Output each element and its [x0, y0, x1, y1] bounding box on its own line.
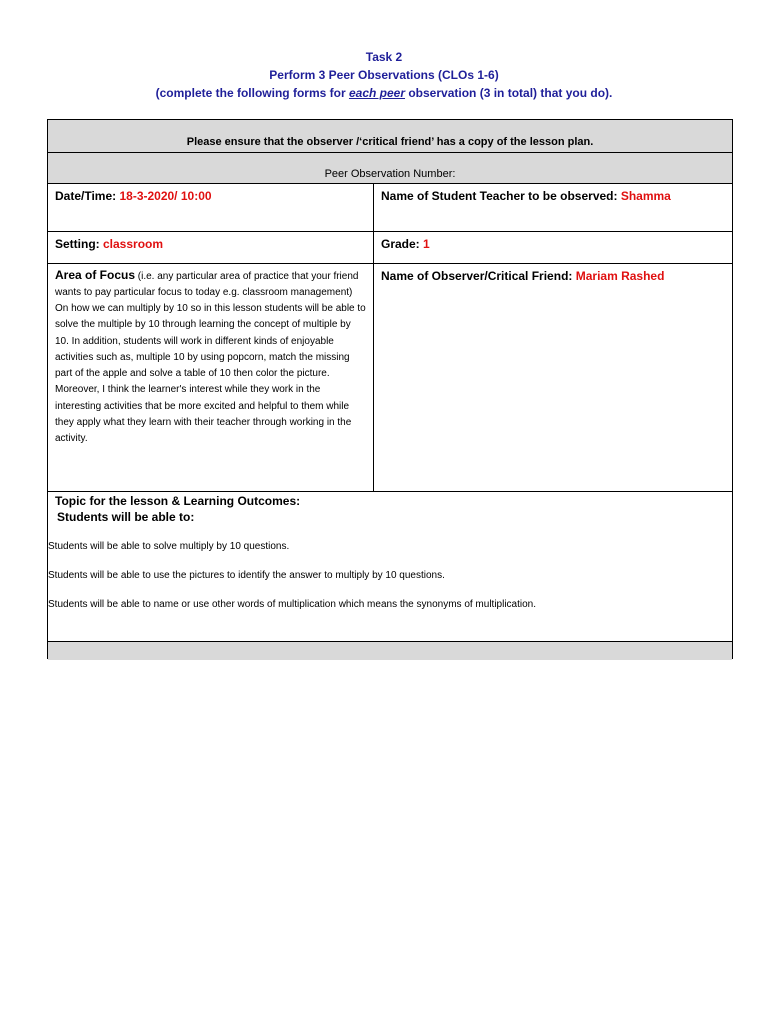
notice-text: Please ensure that the observer /‘critical friend’ has a copy of the lesson plan.	[186, 136, 594, 148]
learning-outcome: Students will be able to use the pictures to identify the answer to multiply by 10 questions.	[48, 570, 445, 581]
focus-hint: (i.e. any particular area of practice that your friend wants to pay particular focus to today e.g. classroom management)	[55, 271, 359, 298]
date-teacher-row	[48, 184, 732, 232]
notice-row	[48, 120, 732, 153]
student-teacher-value: Shamma	[620, 189, 671, 203]
learning-outcome: Students will be able to name or use other words of multiplication which means the synonyms of multiplication.	[48, 599, 537, 610]
grade-cell	[374, 232, 732, 263]
focus-label: Area of Focus	[55, 268, 136, 282]
observer-cell	[374, 264, 732, 491]
observer-label: Name of Observer/Critical Friend:	[381, 269, 576, 283]
focus-observer-row	[48, 264, 732, 492]
observer-value: Mariam Rashed	[575, 269, 665, 283]
peer-observation-form	[47, 119, 733, 659]
task-title: Task 2	[365, 50, 403, 64]
student-teacher-cell	[374, 184, 732, 231]
date-value: 18-3-2020/ 10:00	[119, 189, 212, 203]
grade-label: Grade:	[381, 237, 424, 251]
setting-cell	[48, 232, 374, 263]
topic-outcomes-row	[48, 492, 732, 642]
instruction-pre: (complete the following forms for	[155, 86, 349, 100]
instruction-emphasis: each peer	[348, 86, 406, 100]
setting-label: Setting:	[55, 237, 103, 251]
focus-cell	[48, 264, 374, 491]
focus-text: On how we can multiply by 10 so in this lesson students will be able to solve the multiple by 10 through learning the concept of multiple by 10. In addition, students will work in different kinds of enjoyable activities such as, multiple 10 by using popcorn, match the missing part of the apple and solve a table of 10 then color the picture. Moreover, I think the learner's interest while they work in the interesting activities that be more excited and helpful to them while they apply what they learn with their teacher through working in the activity.	[55, 303, 366, 445]
observation-number-label: Peer Observation Number:	[324, 168, 456, 180]
setting-value: classroom	[103, 237, 164, 251]
topic-subtitle: Students will be able to:	[57, 510, 195, 524]
student-teacher-label: Name of Student Teacher to be observed:	[381, 189, 621, 203]
date-cell	[48, 184, 374, 231]
setting-grade-row	[48, 232, 732, 264]
observation-number-row	[48, 153, 732, 184]
grade-value: 1	[423, 237, 430, 251]
task-instruction	[0, 86, 768, 100]
focus-header	[55, 267, 367, 301]
learning-outcome: Students will be able to solve multiply by 10 questions.	[48, 541, 290, 552]
topic-title: Topic for the lesson & Learning Outcomes:	[55, 494, 301, 508]
task-subtitle: Perform 3 Peer Observations (CLOs 1-6)	[269, 68, 499, 82]
date-label: Date/Time:	[55, 189, 120, 203]
footer-row	[48, 642, 732, 660]
instruction-post: observation (3 in total) that you do).	[405, 86, 613, 100]
